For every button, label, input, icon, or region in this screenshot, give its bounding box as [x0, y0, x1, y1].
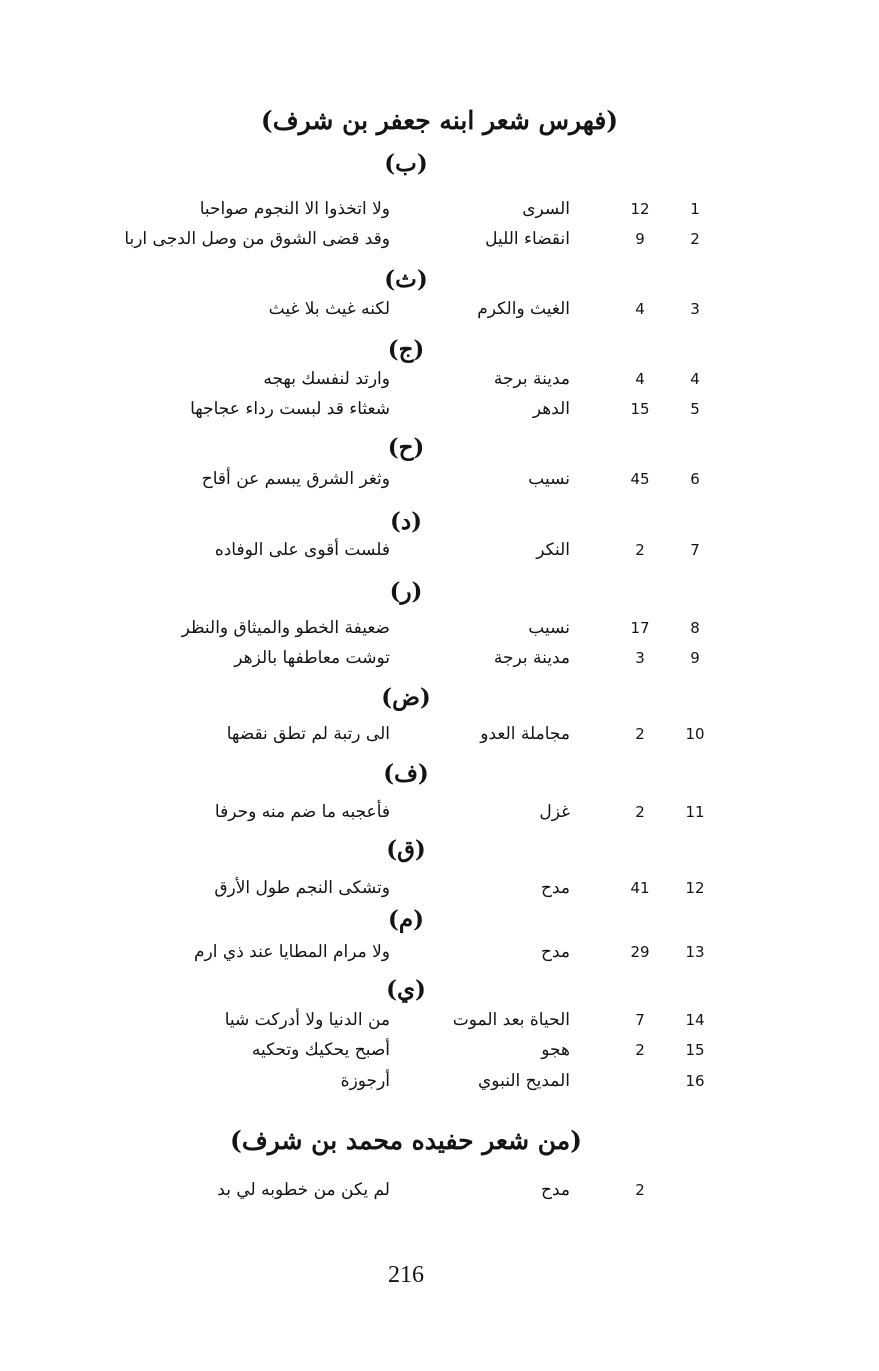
entry-verse-count: 2 — [635, 803, 645, 821]
entry-subject: مجاملة العدو — [480, 724, 570, 744]
entry-first-line: الى رتبة لم تطق نقضها — [226, 724, 390, 744]
entry-first-line: فأعجبه ما ضم منه وحرفا — [214, 802, 390, 822]
index-row — [0, 1035, 879, 1065]
entry-verse-count: 29 — [630, 943, 650, 961]
section-letter-qaf: (ق) — [386, 836, 426, 863]
section-letter-ha: (ح) — [387, 434, 425, 461]
index-row — [0, 294, 879, 324]
entry-subject: الدهر — [532, 399, 570, 419]
entry-subject: مدح — [540, 942, 570, 962]
entry-verse-count: 15 — [630, 400, 650, 418]
section-letter-mim: (م) — [387, 906, 424, 933]
entry-verse-count: 7 — [635, 1011, 645, 1029]
entry-number: 10 — [685, 725, 705, 743]
index-row — [0, 364, 879, 394]
entry-number: 9 — [690, 649, 700, 667]
entry-first-line: فلست أقوى على الوفاده — [214, 540, 390, 560]
index-row — [0, 1066, 879, 1096]
entry-number: 3 — [690, 300, 700, 318]
entry-first-line: لكنه غيث بلا غيث — [268, 299, 390, 319]
entry-first-line: أصبح يحكيك وتحكيه — [251, 1040, 390, 1060]
entry-number: 8 — [690, 619, 700, 637]
section-letter-dad: (ض) — [381, 684, 431, 711]
index-row — [0, 1175, 879, 1205]
entry-verse-count: 2 — [635, 1041, 645, 1059]
entry-first-line: وارتد لنفسك بهجه — [263, 369, 390, 389]
entry-number: 7 — [690, 541, 700, 559]
index-row — [0, 224, 879, 254]
entry-verse-count: 17 — [630, 619, 650, 637]
entry-verse-count: 2 — [635, 1181, 645, 1199]
index-row — [0, 613, 879, 643]
entry-verse-count: 3 — [635, 649, 645, 667]
entry-verse-count: 45 — [630, 470, 650, 488]
entry-verse-count: 4 — [635, 300, 645, 318]
section-letter-jim: (ج) — [387, 336, 425, 363]
section-letter-fa: (ف) — [383, 760, 429, 787]
section-letter-dal: (د) — [389, 508, 422, 535]
entry-verse-count: 41 — [630, 879, 650, 897]
index-row — [0, 797, 879, 827]
entry-subject: السرى — [522, 199, 570, 219]
index-row — [0, 194, 879, 224]
index-row — [0, 643, 879, 673]
section-letter-ba: (ب) — [384, 150, 428, 177]
entry-subject: انقضاء الليل — [485, 229, 570, 249]
entry-number: 11 — [685, 803, 705, 821]
index-row — [0, 719, 879, 749]
entry-number: 5 — [690, 400, 700, 418]
entry-first-line: ولا مرام المطايا عند ذي ارم — [194, 942, 390, 962]
entry-subject: نسيب — [528, 469, 570, 489]
section-letter-ya: (ي) — [386, 976, 426, 1003]
entry-subject: مدح — [540, 878, 570, 898]
entry-first-line: وتشكى النجم طول الأرق — [214, 878, 390, 898]
entry-number: 12 — [685, 879, 705, 897]
entry-verse-count: 4 — [635, 370, 645, 388]
index-row — [0, 937, 879, 967]
entry-first-line: وقد قضى الشوق من وصل الدجى اربا — [124, 229, 390, 249]
entry-subject: مدينة برجة — [493, 369, 570, 389]
section-letter-tha: (ث) — [384, 266, 428, 293]
entry-first-line: شعثاء قد لبست رداء عجاجها — [190, 399, 390, 419]
entry-first-line: لم يكن من خطوبه لي بد — [217, 1180, 390, 1200]
entry-number: 14 — [685, 1011, 705, 1029]
entry-number: 6 — [690, 470, 700, 488]
entry-subject: مدح — [540, 1180, 570, 1200]
index-row — [0, 1005, 879, 1035]
entry-subject: المديح النبوي — [477, 1071, 570, 1091]
entry-verse-count: 9 — [635, 230, 645, 248]
entry-first-line: وثغر الشرق يبسم عن أقاح — [201, 469, 390, 489]
entry-subject: النكر — [536, 540, 570, 560]
entry-number: 13 — [685, 943, 705, 961]
entry-number: 16 — [685, 1072, 705, 1090]
entry-first-line: ضعيفة الخطو والميثاق والنظر — [181, 618, 390, 638]
entry-subject: هجو — [541, 1040, 570, 1060]
entry-verse-count: 2 — [635, 725, 645, 743]
entry-first-line: توشت معاطفها بالزهر — [234, 648, 390, 668]
index-title: (فهرس شعر ابنه جعفر بن شرف) — [260, 106, 619, 135]
entry-subject: الحياة بعد الموت — [452, 1010, 570, 1030]
entry-number: 2 — [690, 230, 700, 248]
index-row — [0, 464, 879, 494]
entry-number: 15 — [685, 1041, 705, 1059]
entry-subject: غزل — [539, 802, 570, 822]
index-row — [0, 394, 879, 424]
entry-number: 1 — [690, 200, 700, 218]
entry-subject: الغيث والكرم — [477, 299, 570, 319]
second-index-title: (من شعر حفيده محمد بن شرف) — [229, 1126, 582, 1155]
entry-first-line: ولا اتخذوا الا النجوم صواحبا — [199, 199, 390, 219]
entry-verse-count: 2 — [635, 541, 645, 559]
entry-number: 4 — [690, 370, 700, 388]
entry-verse-count: 12 — [630, 200, 650, 218]
index-row — [0, 873, 879, 903]
section-letter-ra: (ر) — [389, 578, 423, 605]
index-row — [0, 535, 879, 565]
entry-first-line: أرجوزة — [340, 1071, 390, 1091]
entry-first-line: من الدنيا ولا أدركت شيا — [224, 1010, 390, 1030]
entry-subject: مدينة برجة — [493, 648, 570, 668]
entry-subject: نسيب — [528, 618, 570, 638]
page-number: 216 — [388, 1262, 424, 1288]
